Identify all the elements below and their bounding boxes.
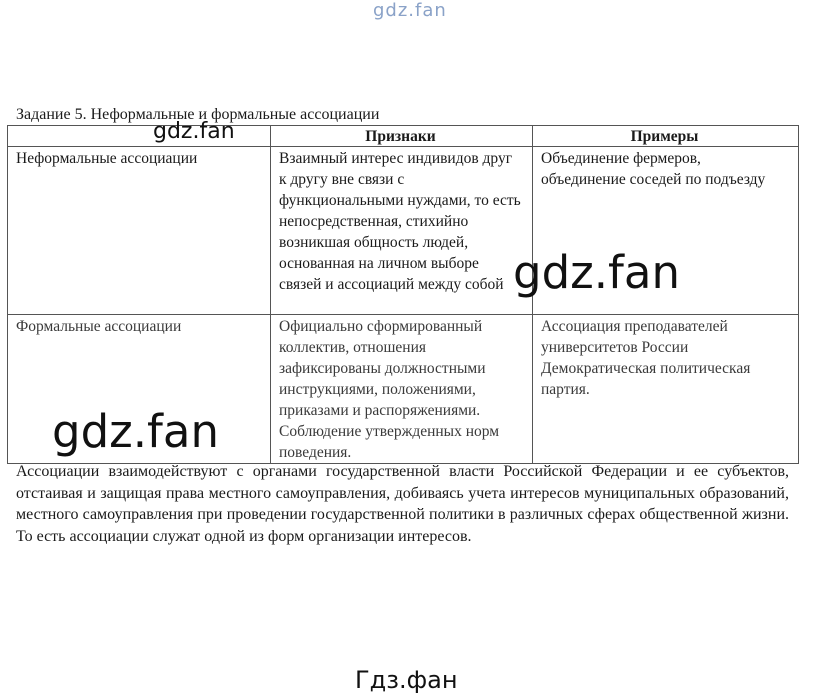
header-features: Признаки xyxy=(271,126,533,147)
row-type-cell: Формальные ассоциации xyxy=(8,315,271,464)
row-features-cell: Взаимный интерес индивидов друг к другу вне связи с функциональными нуждами, то есть непосредственная, стихийно возникшая общность людей, основанная на личном выборе связей и ассоциаций между собой xyxy=(271,147,533,315)
row-examples-cell: Объединение фермеров, объединение соседей по подъезду xyxy=(533,147,799,315)
row-examples-cell: Ассоциация преподавателей университетов России Демократическая политическая партия. xyxy=(533,315,799,464)
watermark-top: gdz.fan xyxy=(373,0,447,21)
row-features-cell: Официально сформированный коллектив, отношения зафиксированы должностными инструкциями, положениями, приказами и распоряжениями. Соблюдение утвержденных норм поведения. xyxy=(271,315,533,464)
watermark-left: gdz.fan xyxy=(52,405,219,458)
watermark-small: gdz.fan xyxy=(153,119,235,144)
row-type-cell: Неформальные ассоциации xyxy=(8,147,271,315)
table-header-row xyxy=(8,126,799,147)
conclusion-paragraph: Ассоциации взаимодействуют с органами государственной власти Российской Федерации и ее субъектов, отстаивая и защищая права местного самоуправления, добиваясь учета интересов муниципальных образований, местного самоуправления при проведении государственной политики в различных сферах общественной жизни. То есть ассоциации служат одной из форм организации интересов. xyxy=(16,463,789,545)
task-title: Задание 5. Неформальные и формальные ассоциации xyxy=(16,106,380,123)
watermark-bottom: Гдз.фан xyxy=(355,666,458,694)
header-examples: Примеры xyxy=(533,126,799,147)
watermark-middle: gdz.fan xyxy=(513,246,680,299)
